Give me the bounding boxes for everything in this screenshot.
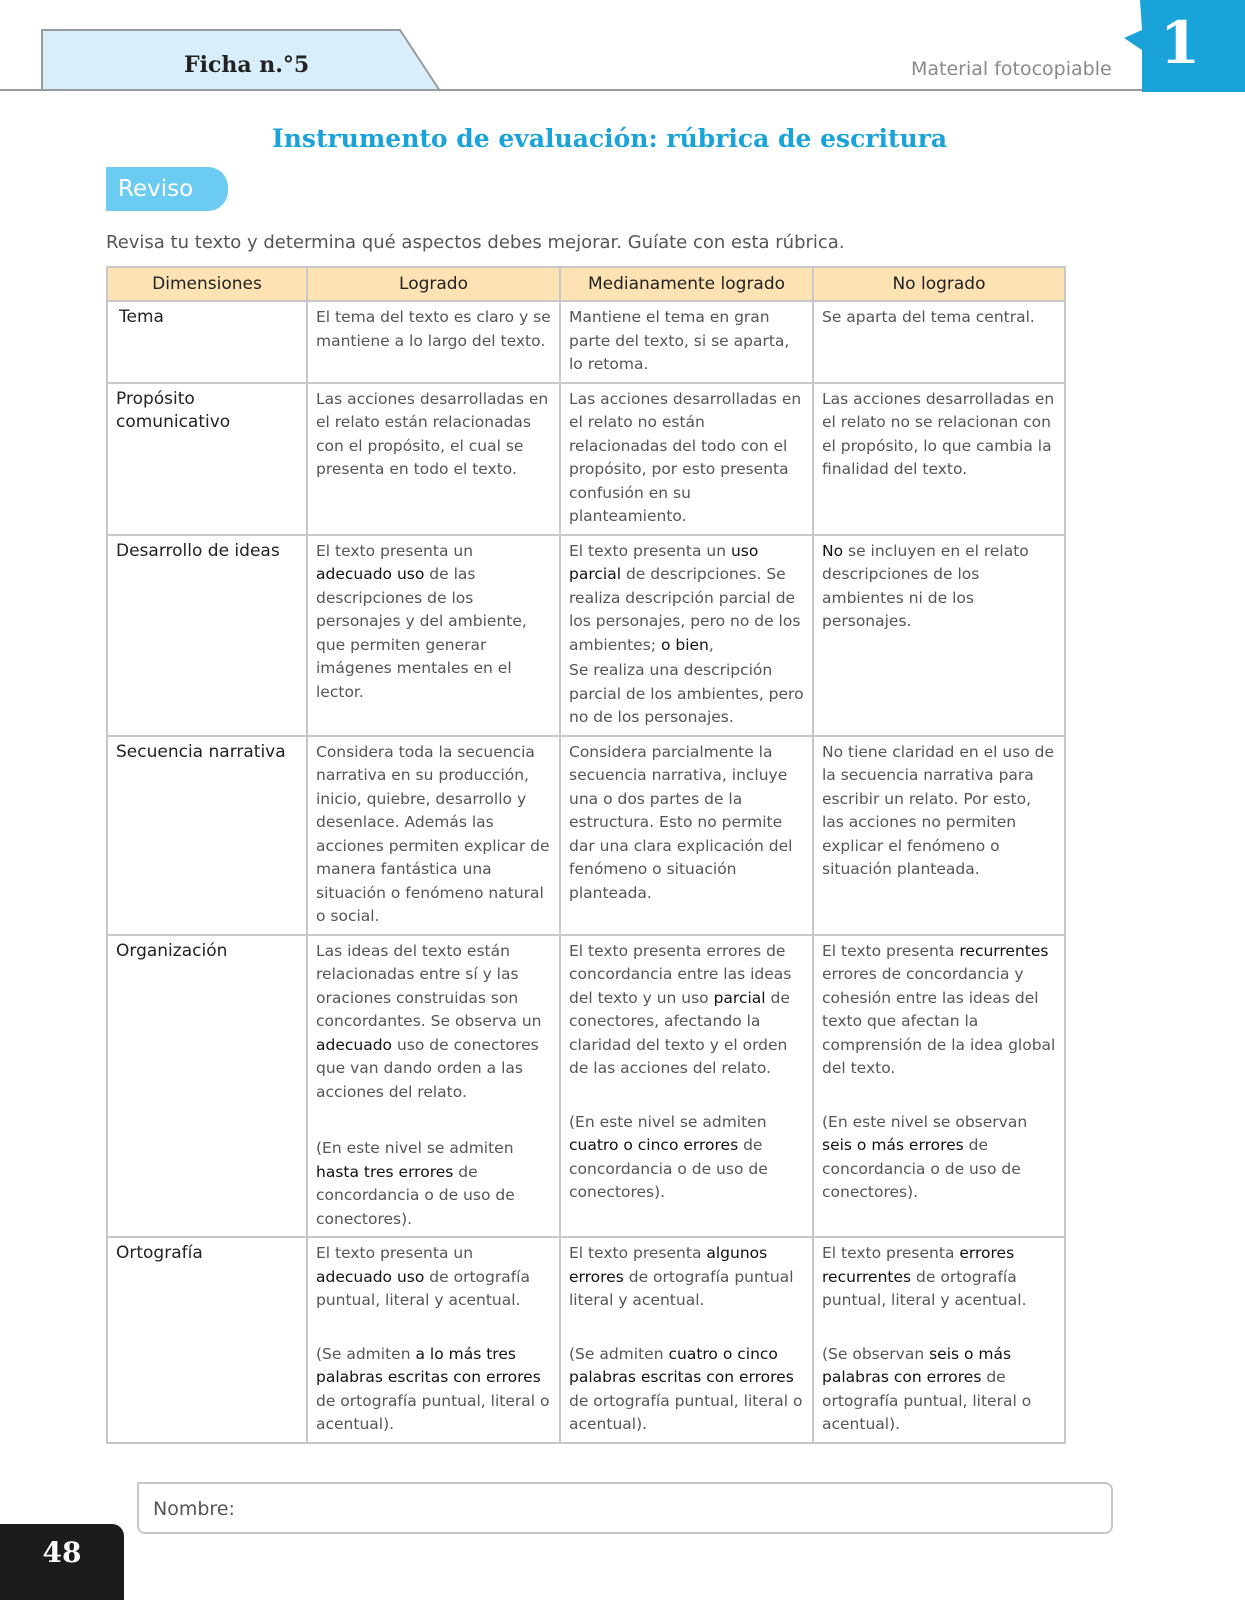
column-header-medianamente: Medianamente logrado [560,267,813,301]
dimension-cell: Ortografía [107,1237,307,1443]
logrado-cell: El texto presenta un adecuado uso de las descripciones de los personajes y del ambiente, que permiten generar imágenes mentales en el lector. [307,535,560,736]
intro-text: Revisa tu texto y determina qué aspectos debes mejorar. Guíate con esta rúbrica. [106,232,845,253]
column-header-no-logrado: No logrado [813,267,1065,301]
logrado-cell: Las acciones desarrolladas en el relato están relacionadas con el propósito, el cual se presenta en todo el texto. [307,383,560,535]
table-row [107,736,1065,935]
medianamente-cell: Mantiene el tema en gran parte del texto, si se aparta, lo retoma. [560,301,813,383]
no-logrado-cell: El texto presenta recurrentes errores de concordancia y cohesión entre las ideas del texto que afectan la comprensión de la idea global del texto. (En este nivel se observan seis o más errores de concordancia o de uso de conectores). [813,935,1065,1238]
medianamente-cell: El texto presenta algunos errores de ortografía puntual literal y acentual. (Se admiten cuatro o cinco palabras escritas con errores de ortografía puntual, literal o acentual). [560,1237,813,1443]
name-field[interactable] [137,1482,1113,1534]
medianamente-cell: El texto presenta un uso parcial de descripciones. Se realiza descripción parcial de los personajes, pero no de los ambientes; o bien, Se realiza una descripción parcial de los ambientes, pero no de los personajes. [560,535,813,736]
dimension-cell: Secuencia narrativa [107,736,307,935]
logrado-cell: El texto presenta un adecuado uso de ortografía puntual, literal y acentual. (Se admiten a lo más tres palabras escritas con errores de ortografía puntual, literal o acentual). [307,1237,560,1443]
table-row [107,383,1065,535]
unit-number: 1 [1159,9,1201,77]
table-row [107,301,1065,383]
table-header-row [107,267,1065,301]
logrado-cell: Las ideas del texto están relacionadas entre sí y las oraciones construidas son concordantes. Se observa un adecuado uso de conectores que van dando orden a las acciones del relato. (En este nivel se admiten hasta tres errores de concordancia o de uso de conectores). [307,935,560,1238]
header-rule [0,89,1245,91]
no-logrado-cell: No tiene claridad en el uso de la secuencia narrativa para escribir un relato. Por esto, las acciones no permiten explicar el fenómeno o situación planteada. [813,736,1065,935]
medianamente-cell: Considera parcialmente la secuencia narrativa, incluye una o dos partes de la estructura. Esto no permite dar una clara explicación del fenómeno o situación planteada. [560,736,813,935]
dimension-cell: Desarrollo de ideas [107,535,307,736]
ficha-tab [0,0,450,92]
name-label: Nombre: [153,1498,235,1520]
table-row [107,535,1065,736]
column-header-logrado: Logrado [307,267,560,301]
page-number-tab [0,1524,124,1600]
section-tag: Reviso [106,167,228,211]
dimension-cell: Propósito comunicativo [107,383,307,535]
column-header-dimensiones: Dimensiones [107,267,307,301]
dimension-cell: Organización [107,935,307,1238]
material-label: Material fotocopiable [911,58,1112,80]
table-row [107,1237,1065,1443]
no-logrado-cell: Se aparta del tema central. [813,301,1065,383]
ficha-label: Ficha n.°5 [184,52,310,78]
no-logrado-cell: El texto presenta errores recurrentes de ortografía puntual, literal y acentual. (Se observan seis o más palabras con errores de ortografía puntual, literal o acentual). [813,1237,1065,1443]
table-row [107,935,1065,1238]
dimension-cell: Tema [107,301,307,383]
no-logrado-cell: No se incluyen en el relato descripciones de los ambientes ni de los personajes. [813,535,1065,736]
medianamente-cell: El texto presenta errores de concordancia entre las ideas del texto y un uso parcial de conectores, afectando la claridad del texto y el orden de las acciones del relato. (En este nivel se admiten cuatro o cinco errores de concordancia o de uso de conectores). [560,935,813,1238]
medianamente-cell: Las acciones desarrolladas en el relato no están relacionadas del todo con el propósito, por esto presenta confusión en su planteamiento. [560,383,813,535]
logrado-cell: El tema del texto es claro y se mantiene a lo largo del texto. [307,301,560,383]
rubric-table [106,266,1066,1444]
page-title: Instrumento de evaluación: rúbrica de escritura [272,124,948,153]
logrado-cell: Considera toda la secuencia narrativa en su producción, inicio, quiebre, desarrollo y desenlace. Además las acciones permiten explicar de manera fantástica una situación o fenómeno natural o social. [307,736,560,935]
no-logrado-cell: Las acciones desarrolladas en el relato no se relacionan con el propósito, lo que cambia la finalidad del texto. [813,383,1065,535]
page-number: 48 [42,1536,82,1569]
